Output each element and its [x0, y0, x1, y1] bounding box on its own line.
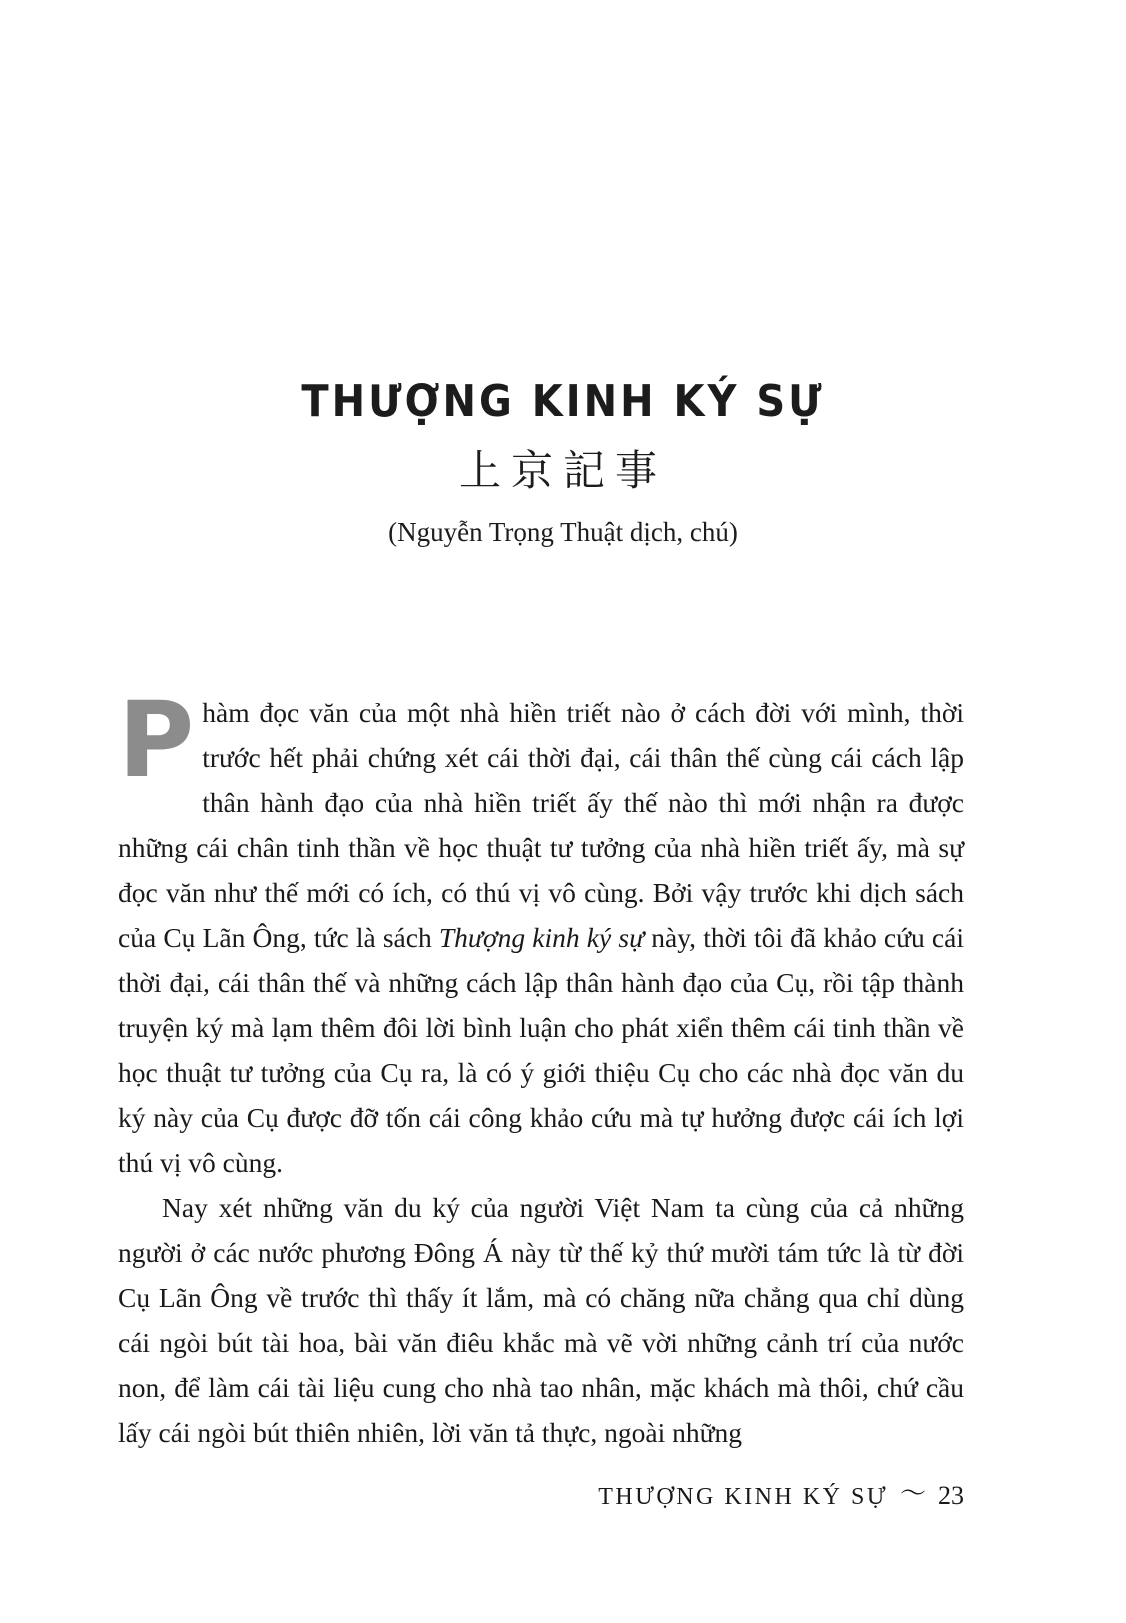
paragraph-2: Nay xét những văn du ký của người Việt Nam ta cùng của cả những người ở các nước phương Đông Á này từ thế kỷ thứ mười tám tức là từ đời Cụ Lãn Ông về trước thì thấy ít lắm, mà có chăng nữa chẳng qua chỉ dùng cái ngòi bút tài hoa, bài văn điêu khắc mà vẽ vời những cảnh trí của nước non, để làm cái tài liệu cung cho nhà tao nhân, mặc khách mà thôi, chứ cầu lấy cái ngòi bút thiên nhiên, lời văn tả thực, ngoài những [118, 1192, 964, 1448]
drop-cap: P [118, 679, 195, 801]
ornament-icon: 〜 [899, 1479, 926, 1508]
translator-credit: (Nguyễn Trọng Thuật dịch, chú) [388, 517, 738, 548]
paragraph-1-tail: này, thời tôi đã khảo cứu cái thời đại, cái thân thế và những cách lập thân hành đạo của Cụ, rồi tập thành truyện ký mà lạm thêm đôi lời bình luận cho phát xiển thêm cái tinh thần về học thuật tư tưởng của Cụ ra, là có ý giới thiệu Cụ cho các nhà đọc văn du ký này của Cụ được đỡ tốn cái công khảo cứu mà tự hưởng được cái ích lợi thú vị vô cùng. [118, 922, 964, 1178]
title-block [0, 377, 1126, 549]
paragraph-1-lead: hàm đọc văn của một nhà hiền triết nào ở cách đời với mình, thời trước hết phải chứng xét cái thời đại, cái thân thế cùng cái cách lập thân hành đạo của nhà hiền triết ấy thế nào thì mới nhận ra được những cái chân tinh thần về học thuật tư tưởng của nhà hiền triết ấy, mà sự đọc văn như thế mới có ích, có thú vị vô cùng. Bởi vậy trước khi dịch sách của Cụ Lãn Ông, tức là sách [118, 697, 964, 953]
paragraph-1 [118, 679, 964, 1185]
body-text [118, 679, 964, 1455]
page-number: 23 [938, 1481, 964, 1510]
page-title-han: 上京記事 [458, 446, 667, 495]
book-title-italic: Thượng kinh ký sự [438, 922, 645, 953]
running-title: THƯỢNG KINH KÝ SỰ [598, 1484, 888, 1510]
page-footer [0, 1473, 1126, 1511]
page-title: THƯỢNG KINH KÝ SỰ [301, 377, 825, 427]
